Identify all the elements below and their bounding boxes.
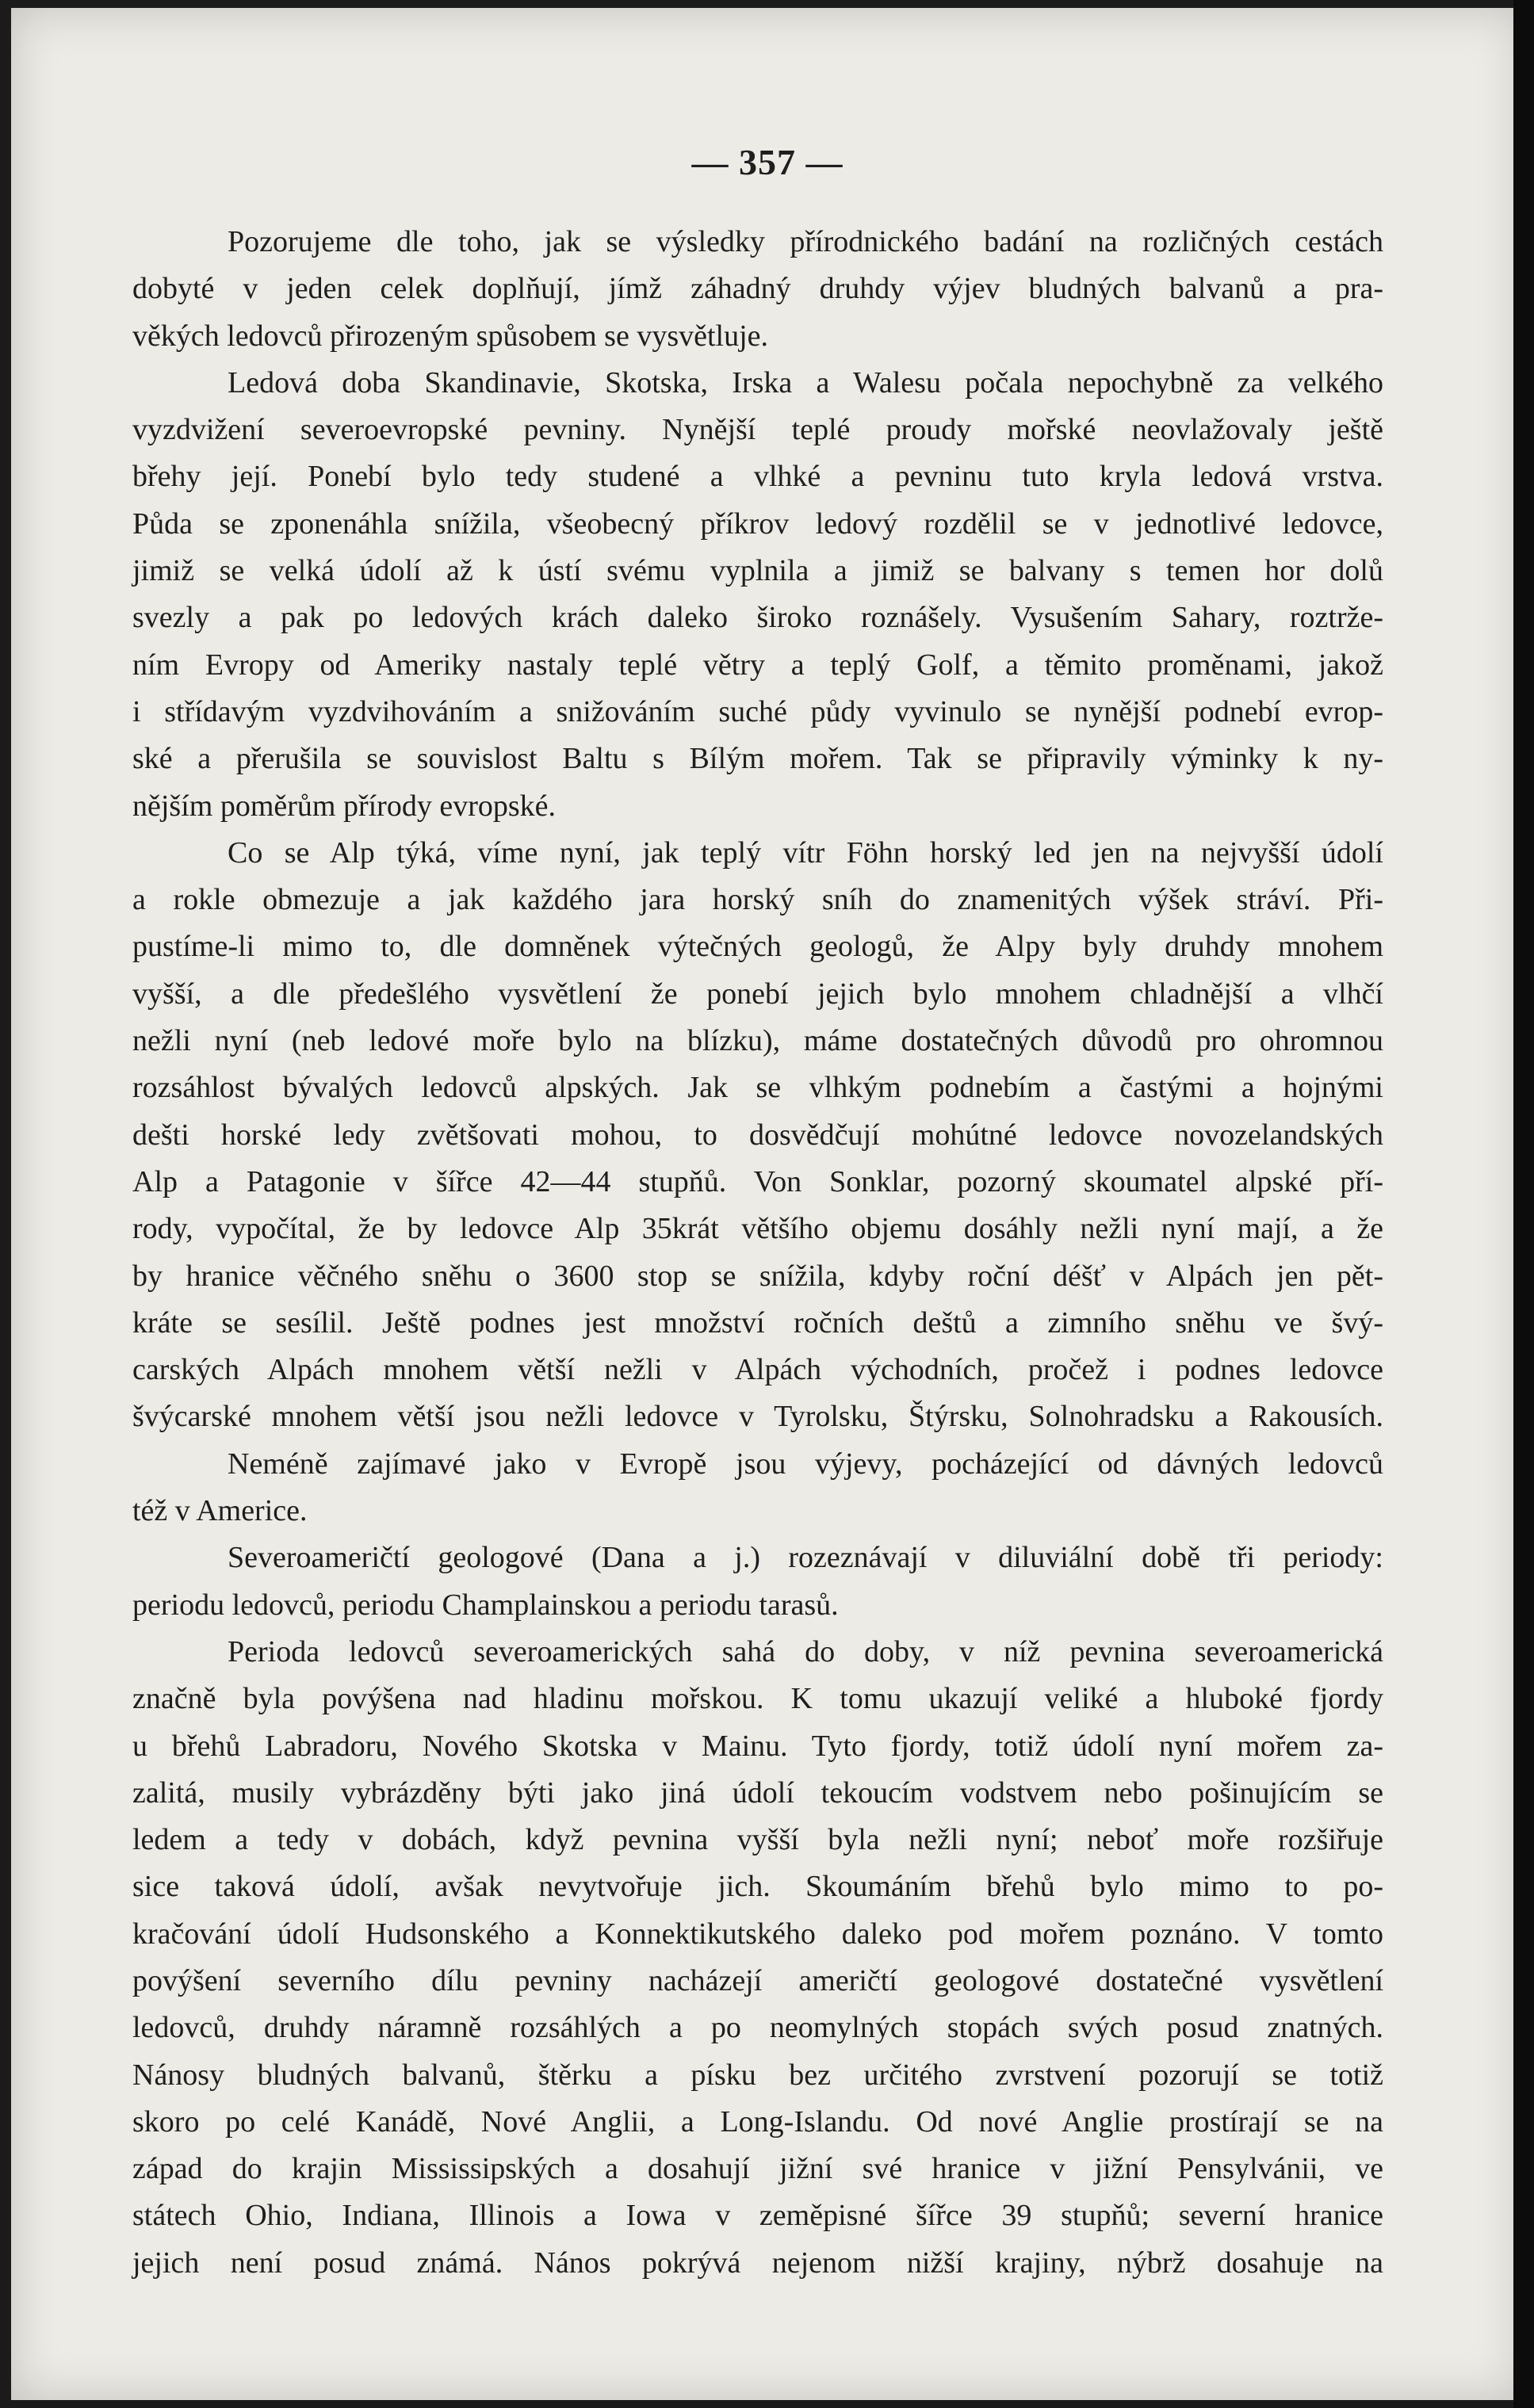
text-line: Nánosy bludných balvanů, štěrku a písku bez určitého zvrstvení pozorují se totiž bbox=[132, 2058, 1383, 2092]
text-line: ledovců, druhdy náramně rozsáhlých a po neomylných stopách svých posud znatných. bbox=[132, 2011, 1383, 2045]
text-line: Alp a Patagonie v šířce 42—44 stupňů. Von Sonklar, pozorný skoumatel alpské pří- bbox=[132, 1164, 1383, 1198]
text-line: sice taková údolí, avšak nevytvořuje jich. Skoumáním břehů bylo mimo to po- bbox=[132, 1870, 1383, 1904]
text-line: carských Alpách mnohem větší nežli v Alpách východních, pročež i podnes ledovce bbox=[132, 1353, 1383, 1387]
page-number: — 357 — bbox=[691, 142, 844, 182]
text-line: Ledová doba Skandinavie, Skotska, Irska a Walesu počala nepochybně za velkého bbox=[228, 365, 1383, 399]
text-line: státech Ohio, Indiana, Illinois a Iowa v zeměpisné šířce 39 stupňů; severní hranice bbox=[132, 2199, 1383, 2233]
text-line: Půda se zponenáhla snížila, všeobecný příkrov ledový rozdělil se v jednotlivé ledovce, bbox=[132, 506, 1383, 541]
text-line: švýcarské mnohem větší jsou nežli ledovce v Tyrolsku, Štýrsku, Solnohradsku a Rakousích. bbox=[132, 1400, 1383, 1434]
text-line: ské a přerušila se souvislost Baltu s Bílým mořem. Tak se připravily výminky k ny- bbox=[132, 742, 1383, 776]
text-line: značně byla povýšena nad hladinu mořskou. K tomu ukazují veliké a hluboké fjordy bbox=[132, 1682, 1383, 1716]
text-line: ním Evropy od Ameriky nastaly teplé větry a teplý Golf, a těmito proměnami, jakož bbox=[132, 648, 1383, 682]
scan-border bbox=[1513, 0, 1534, 2408]
text-line: ledem a tedy v dobách, když pevnina vyšší byla nežli nyní; neboť moře rozšiřuje bbox=[132, 1823, 1383, 1857]
text-line: nežli nyní (neb ledové moře bylo na blízku), máme dostatečných důvodů pro ohromnou bbox=[132, 1024, 1383, 1058]
text-line: Co se Alp týká, víme nyní, jak teplý vítr Föhn horský led jen na nejvyšší údolí bbox=[228, 835, 1383, 870]
text-line: též v Americe. bbox=[132, 1494, 308, 1528]
body-text bbox=[132, 219, 1383, 2287]
text-line: kráte se sesílil. Ještě podnes jest množství ročních deštů a zimního sněhu ve švý- bbox=[132, 1305, 1383, 1340]
text-line: Neméně zajímavé jako v Evropě jsou výjevy, pocházející od dávných ledovců bbox=[228, 1447, 1383, 1481]
text-line: jimiž se velká údolí až k ústí svému vyplnila a jimiž se balvany s temen hor dolů bbox=[132, 554, 1383, 588]
text-line: břehy její. Ponebí bylo tedy studené a vlhké a pevninu tuto kryla ledová vrstva. bbox=[132, 460, 1383, 494]
text-line: rody, vypočítal, že by ledovce Alp 35krát většího objemu dosáhly nežli nyní mají, a že bbox=[132, 1212, 1383, 1246]
text-line: jejich není posud známá. Nános pokrývá nejenom nižší krajiny, nýbrž dosahuje na bbox=[132, 2246, 1383, 2280]
text-line: vyzdvižení severoevropské pevniny. Nynější teplé proudy mořské neovlažovaly ještě bbox=[132, 413, 1383, 447]
text-line: dobyté v jeden celek doplňují, jímž záhadný druhdy výjev bludných balvanů a pra- bbox=[132, 272, 1383, 306]
text-line: pustíme-li mimo to, dle domněnek výtečných geologů, že Alpy byly druhdy mnohem bbox=[132, 930, 1383, 964]
text-line: západ do krajin Mississipských a dosahují jižní své hranice v jižní Pensylvánii, ve bbox=[132, 2152, 1383, 2186]
text-line: zalitá, musily vybrázděny býti jako jiná údolí tekoucím vodstvem nebo pošinujícím se bbox=[132, 1775, 1383, 1810]
text-line: vyšší, a dle předešlého vysvětlení že ponebí jejich bylo mnohem chladnější a vlhčí bbox=[132, 977, 1383, 1011]
text-line: věkých ledovců přirozeným spůsobem se vysvětluje. bbox=[132, 319, 769, 353]
text-line: by hranice věčného sněhu o 3600 stop se snížila, kdyby roční déšť v Alpách jen pět- bbox=[132, 1259, 1383, 1293]
text-line: Severoameričtí geologové (Dana a j.) rozeznávají v diluviální době tři periody: bbox=[228, 1541, 1383, 1575]
text-line: skoro po celé Kanádě, Nové Anglii, a Long-Islandu. Od nové Anglie prostírají se na bbox=[132, 2104, 1383, 2139]
text-line: rozsáhlost bývalých ledovců alpských. Jak se vlhkým podnebím a častými a hojnými bbox=[132, 1071, 1383, 1105]
text-line: svezly a pak po ledových krách daleko široko roznášely. Vysušením Sahary, roztrže- bbox=[132, 601, 1383, 635]
text-line: kračování údolí Hudsonského a Konnektikutského daleko pod mořem poznáno. V tomto bbox=[132, 1917, 1383, 1951]
text-line: periodu ledovců, periodu Champlainskou a periodu tarasů. bbox=[132, 1588, 839, 1622]
text-line: Pozorujeme dle toho, jak se výsledky přírodnického badání na rozličných cestách bbox=[228, 225, 1383, 258]
text-line: u břehů Labradoru, Nového Skotska v Mainu. Tyto fjordy, totiž údolí nyní mořem za- bbox=[132, 1729, 1383, 1763]
text-line: dešti horské ledy zvětšovati mohou, to dosvědčují mohútné ledovce novozelandských bbox=[132, 1118, 1383, 1152]
text-line: i střídavým vyzdvihováním a snižováním suché půdy vyvinulo se nynější podnebí evrop- bbox=[132, 694, 1383, 728]
text-line: nějším poměrům přírody evropské. bbox=[132, 789, 557, 823]
text-line: a rokle obmezuje a jak každého jara horský sníh do znamenitých výšek stráví. Při- bbox=[132, 883, 1383, 917]
text-line: Perioda ledovců severoamerických sahá do doby, v níž pevnina severoamerická bbox=[228, 1634, 1383, 1668]
text-line: povýšení severního dílu pevniny nacházejí američtí geologové dostatečné vysvětlení bbox=[132, 1963, 1383, 1997]
scanned-page bbox=[11, 8, 1524, 2400]
